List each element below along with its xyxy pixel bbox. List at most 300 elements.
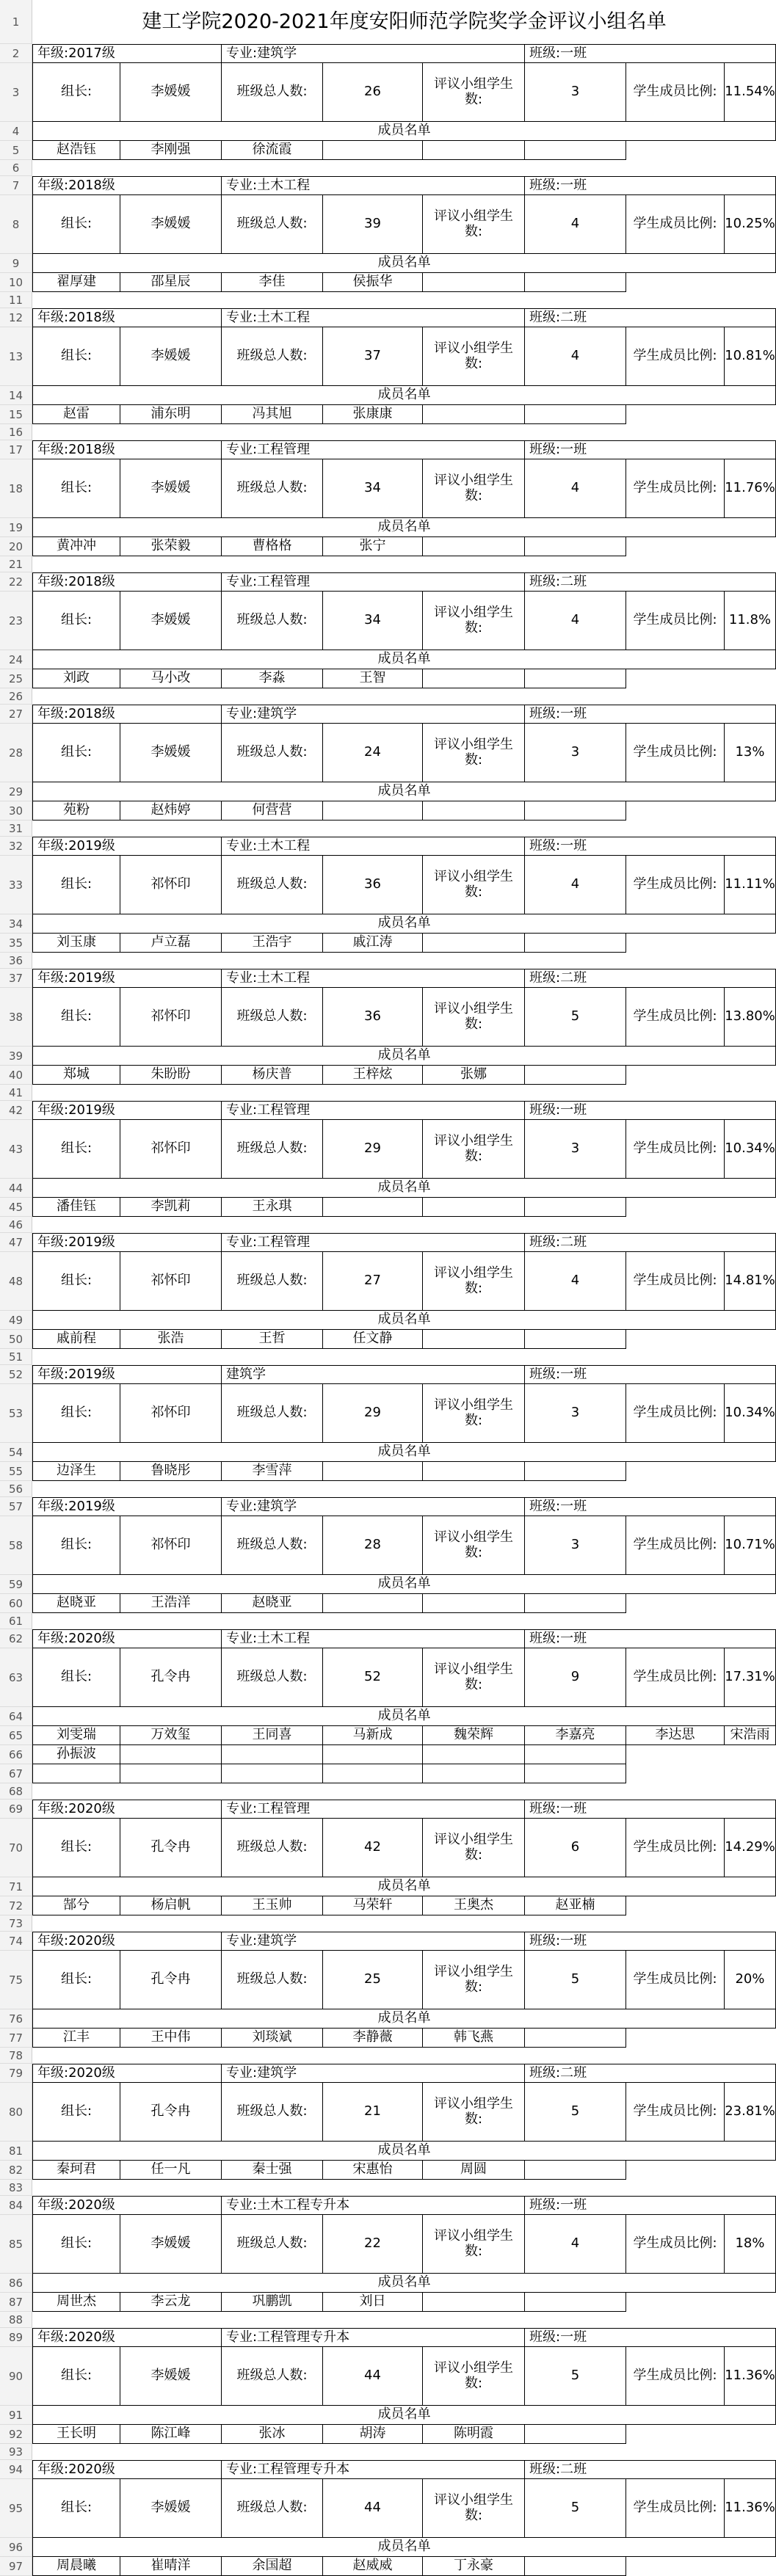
ratio-label: 学生成员比例:	[626, 2347, 725, 2406]
leader-name: 李媛媛	[120, 2479, 222, 2538]
blank-row	[0, 1783, 776, 1800]
members-label: 成员名单	[32, 1575, 776, 1594]
empty-cell	[423, 1745, 525, 1764]
row-number[interactable]: 24	[0, 650, 32, 669]
row-number[interactable]: 37	[0, 969, 32, 988]
row-number[interactable]: 88	[0, 2312, 32, 2328]
row-number[interactable]: 44	[0, 1179, 32, 1198]
row-number[interactable]: 91	[0, 2406, 32, 2425]
members-row	[0, 1462, 776, 1481]
class-total-label: 班级总人数:	[222, 2083, 323, 2142]
row-number[interactable]: 48	[0, 1252, 32, 1311]
row-number[interactable]: 66	[0, 1745, 32, 1764]
member-name: 翟厚建	[32, 273, 120, 292]
row-number[interactable]: 64	[0, 1707, 32, 1726]
member-name: 周圆	[423, 2161, 525, 2180]
members-label-row	[0, 1877, 776, 1896]
row-number[interactable]: 40	[0, 1066, 32, 1085]
committee-size-label: 评议小组学生数:	[423, 63, 525, 122]
members-row	[0, 1330, 776, 1349]
row-number[interactable]: 90	[0, 2347, 32, 2406]
leader-label: 组长:	[32, 1516, 120, 1575]
row-number[interactable]: 3	[0, 63, 32, 122]
blank-row	[0, 556, 776, 572]
ratio-value: 17.31%	[725, 1648, 776, 1707]
ratio-value: 23.81%	[725, 2083, 776, 2142]
row-number[interactable]: 89	[0, 2328, 32, 2347]
class-cell: 班级:一班	[525, 1365, 776, 1384]
members-label: 成员名单	[32, 2274, 776, 2293]
class-total-value: 36	[323, 988, 423, 1047]
members-label: 成员名单	[32, 386, 776, 405]
empty-cell	[525, 1198, 626, 1217]
member-name: 王梓炫	[323, 1066, 423, 1085]
row-number[interactable]: 82	[0, 2161, 32, 2180]
row-number[interactable]: 62	[0, 1629, 32, 1648]
ratio-value: 11.76%	[725, 459, 776, 518]
row-number[interactable]: 2	[0, 44, 32, 63]
group-detail-row	[0, 1252, 776, 1311]
ratio-label: 学生成员比例:	[626, 856, 725, 914]
ratio-label: 学生成员比例:	[626, 459, 725, 518]
row-number[interactable]: 74	[0, 1932, 32, 1951]
member-name: 李凯莉	[120, 1198, 222, 1217]
row-number[interactable]: 81	[0, 2142, 32, 2161]
row-number[interactable]: 87	[0, 2293, 32, 2312]
group-detail-row	[0, 2347, 776, 2406]
row-number[interactable]: 23	[0, 592, 32, 650]
row-number[interactable]: 92	[0, 2425, 32, 2444]
row-number[interactable]: 12	[0, 308, 32, 327]
members-row	[0, 2557, 776, 2576]
row-number[interactable]: 7	[0, 176, 32, 195]
committee-size-value: 4	[525, 856, 626, 914]
class-cell: 班级:一班	[525, 1800, 776, 1819]
row-number[interactable]: 32	[0, 837, 32, 856]
blank-row	[0, 688, 776, 705]
row-number[interactable]: 47	[0, 1233, 32, 1252]
row-number[interactable]: 39	[0, 1047, 32, 1066]
row-number[interactable]: 58	[0, 1516, 32, 1575]
row-number[interactable]: 67	[0, 1764, 32, 1783]
empty-cell	[423, 934, 525, 953]
row-number[interactable]: 50	[0, 1330, 32, 1349]
row-number[interactable]: 86	[0, 2274, 32, 2293]
member-name: 任文静	[323, 1330, 423, 1349]
row-number[interactable]: 96	[0, 2538, 32, 2557]
empty-cell	[525, 801, 626, 821]
row-number[interactable]: 25	[0, 669, 32, 688]
member-name: 李佳	[222, 273, 323, 292]
member-name: 马荣轩	[323, 1896, 423, 1915]
members-label: 成员名单	[32, 1179, 776, 1198]
member-name: 刘琰斌	[222, 2029, 323, 2048]
row-number[interactable]: 75	[0, 1951, 32, 2009]
grade-cell: 年级:2020级	[32, 2328, 222, 2347]
leader-name: 李媛媛	[120, 2347, 222, 2406]
member-name: 刘雯瑞	[32, 1726, 120, 1745]
member-name: 秦珂君	[32, 2161, 120, 2180]
row-number[interactable]: 26	[0, 688, 32, 705]
group-header-row	[0, 1365, 776, 1384]
members-label-row	[0, 650, 776, 669]
members-label-row	[0, 254, 776, 273]
row-number[interactable]: 83	[0, 2180, 32, 2196]
class-total-value: 42	[323, 1819, 423, 1877]
members-row	[0, 669, 776, 688]
group-header-row	[0, 2328, 776, 2347]
grade-cell: 年级:2018级	[32, 440, 222, 459]
row-number[interactable]: 46	[0, 1217, 32, 1233]
row-number[interactable]: 1	[0, 0, 32, 44]
class-total-label: 班级总人数:	[222, 2479, 323, 2538]
group-detail-row	[0, 327, 776, 386]
leader-name: 孔令冉	[120, 2083, 222, 2142]
class-total-label: 班级总人数:	[222, 856, 323, 914]
ratio-label: 学生成员比例:	[626, 1384, 725, 1443]
members-label-row	[0, 914, 776, 934]
empty-cell	[525, 1066, 626, 1085]
row-number[interactable]: 22	[0, 572, 32, 592]
major-cell: 专业:土木工程	[222, 1629, 525, 1648]
members-label: 成员名单	[32, 1047, 776, 1066]
member-name: 李刚强	[120, 141, 222, 160]
committee-size-label: 评议小组学生数:	[423, 195, 525, 254]
member-name: 江丰	[32, 2029, 120, 2048]
row-number[interactable]: 80	[0, 2083, 32, 2142]
grade-cell: 年级:2019级	[32, 1101, 222, 1120]
row-number[interactable]: 53	[0, 1384, 32, 1443]
class-cell: 班级:一班	[525, 1629, 776, 1648]
leader-label: 组长:	[32, 2347, 120, 2406]
blank-row	[0, 292, 776, 308]
ratio-value: 10.34%	[725, 1384, 776, 1443]
leader-name: 孔令冉	[120, 1648, 222, 1707]
row-number[interactable]: 61	[0, 1613, 32, 1629]
row-number[interactable]: 56	[0, 1481, 32, 1497]
major-cell: 专业:土木工程	[222, 176, 525, 195]
row-number[interactable]: 34	[0, 914, 32, 934]
class-cell: 班级:一班	[525, 705, 776, 724]
members-label-row	[0, 518, 776, 537]
blank-row	[0, 821, 776, 837]
row-number[interactable]: 63	[0, 1648, 32, 1707]
leader-label: 组长:	[32, 2479, 120, 2538]
class-total-value: 29	[323, 1120, 423, 1179]
row-number[interactable]: 13	[0, 327, 32, 386]
blank-row	[0, 1915, 776, 1932]
members-label: 成员名单	[32, 1311, 776, 1330]
empty-cell	[525, 1745, 626, 1764]
class-total-value: 25	[323, 1951, 423, 2009]
member-name: 王长明	[32, 2425, 120, 2444]
class-total-label: 班级总人数:	[222, 1951, 323, 2009]
member-name: 李达思	[626, 1726, 725, 1745]
group-detail-row	[0, 2215, 776, 2274]
blank-row	[0, 2048, 776, 2064]
empty-cell	[525, 537, 626, 556]
members-row	[0, 273, 776, 292]
members-row	[0, 801, 776, 821]
group-header-row	[0, 1101, 776, 1120]
member-name: 浦东明	[120, 405, 222, 424]
row-number[interactable]: 10	[0, 273, 32, 292]
class-cell: 班级:一班	[525, 2196, 776, 2215]
empty-cell	[525, 405, 626, 424]
row-number[interactable]: 95	[0, 2479, 32, 2538]
member-name: 王浩宇	[222, 934, 323, 953]
ratio-value: 10.71%	[725, 1516, 776, 1575]
ratio-value: 11.54%	[725, 63, 776, 122]
blank-row	[0, 2312, 776, 2328]
member-name: 张荣毅	[120, 537, 222, 556]
leader-name: 祁怀印	[120, 1384, 222, 1443]
empty-cell	[525, 1330, 626, 1349]
group-header-row	[0, 1629, 776, 1648]
leader-label: 组长:	[32, 592, 120, 650]
row-number[interactable]: 28	[0, 724, 32, 782]
row-number[interactable]: 77	[0, 2029, 32, 2048]
row-number[interactable]: 94	[0, 2460, 32, 2479]
row-number[interactable]: 76	[0, 2009, 32, 2029]
class-total-label: 班级总人数:	[222, 1516, 323, 1575]
empty-cell	[323, 1745, 423, 1764]
leader-name: 李媛媛	[120, 459, 222, 518]
members-label: 成员名单	[32, 2142, 776, 2161]
class-total-label: 班级总人数:	[222, 459, 323, 518]
row-number[interactable]: 93	[0, 2444, 32, 2460]
row-number[interactable]: 42	[0, 1101, 32, 1120]
row-number[interactable]: 15	[0, 405, 32, 424]
ratio-label: 学生成员比例:	[626, 1516, 725, 1575]
row-number[interactable]: 4	[0, 122, 32, 141]
row-number[interactable]: 20	[0, 537, 32, 556]
empty-cell	[525, 934, 626, 953]
row-number[interactable]: 70	[0, 1819, 32, 1877]
group-detail-row	[0, 459, 776, 518]
row-number[interactable]: 9	[0, 254, 32, 273]
row-number[interactable]: 78	[0, 2048, 32, 2064]
row-number[interactable]: 21	[0, 556, 32, 572]
group-detail-row	[0, 1384, 776, 1443]
class-cell: 班级:一班	[525, 176, 776, 195]
leader-label: 组长:	[32, 459, 120, 518]
member-name: 苑粉	[32, 801, 120, 821]
row-number[interactable]: 14	[0, 386, 32, 405]
row-number[interactable]: 16	[0, 424, 32, 440]
member-name: 杨启帆	[120, 1896, 222, 1915]
row-number[interactable]: 54	[0, 1443, 32, 1462]
committee-size-label: 评议小组学生数:	[423, 2479, 525, 2538]
member-name: 李雪萍	[222, 1462, 323, 1481]
grade-cell: 年级:2020级	[32, 1932, 222, 1951]
class-total-label: 班级总人数:	[222, 2347, 323, 2406]
row-number[interactable]: 45	[0, 1198, 32, 1217]
empty-cell	[423, 1764, 525, 1783]
row-number[interactable]: 38	[0, 988, 32, 1047]
empty-cell	[323, 801, 423, 821]
row-number[interactable]: 35	[0, 934, 32, 953]
empty-cell	[222, 1745, 323, 1764]
committee-size-label: 评议小组学生数:	[423, 1252, 525, 1311]
members-row	[0, 934, 776, 953]
blank-row	[0, 1085, 776, 1101]
member-name: 戚前程	[32, 1330, 120, 1349]
group-header-row	[0, 440, 776, 459]
row-number[interactable]: 17	[0, 440, 32, 459]
committee-size-label: 评议小组学生数:	[423, 1648, 525, 1707]
ratio-label: 学生成员比例:	[626, 988, 725, 1047]
member-name: 魏荣辉	[423, 1726, 525, 1745]
class-total-value: 24	[323, 724, 423, 782]
leader-label: 组长:	[32, 988, 120, 1047]
member-name: 王中伟	[120, 2029, 222, 2048]
row-number[interactable]: 84	[0, 2196, 32, 2215]
class-cell: 班级:二班	[525, 969, 776, 988]
member-name: 宋惠怡	[323, 2161, 423, 2180]
member-name: 孙振波	[32, 1745, 120, 1764]
class-total-label: 班级总人数:	[222, 724, 323, 782]
row-number[interactable]: 68	[0, 1783, 32, 1800]
members-label-row	[0, 2142, 776, 2161]
member-name: 李嘉亮	[525, 1726, 626, 1745]
row-number[interactable]: 43	[0, 1120, 32, 1179]
group-detail-row	[0, 63, 776, 122]
row-number[interactable]: 73	[0, 1915, 32, 1932]
leader-label: 组长:	[32, 63, 120, 122]
member-name: 邵星辰	[120, 273, 222, 292]
class-cell: 班级:一班	[525, 440, 776, 459]
group-header-row	[0, 1497, 776, 1516]
row-number[interactable]: 18	[0, 459, 32, 518]
members-label-row	[0, 2538, 776, 2557]
member-name: 鲁晓彤	[120, 1462, 222, 1481]
major-cell: 专业:工程管理	[222, 1101, 525, 1120]
empty-cell	[323, 1198, 423, 1217]
committee-size-label: 评议小组学生数:	[423, 1516, 525, 1575]
member-name: 胡涛	[323, 2425, 423, 2444]
row-number[interactable]: 33	[0, 856, 32, 914]
ratio-label: 学生成员比例:	[626, 2479, 725, 2538]
empty-cell	[323, 1594, 423, 1613]
member-name: 赵雷	[32, 405, 120, 424]
ratio-value: 18%	[725, 2215, 776, 2274]
member-name: 边泽生	[32, 1462, 120, 1481]
class-total-value: 21	[323, 2083, 423, 2142]
row-number[interactable]: 65	[0, 1726, 32, 1745]
committee-size-value: 5	[525, 2479, 626, 2538]
row-number[interactable]: 51	[0, 1349, 32, 1365]
members-row	[0, 2293, 776, 2312]
row-number[interactable]: 79	[0, 2064, 32, 2083]
member-name: 赵晓亚	[32, 1594, 120, 1613]
member-name: 赵浩钰	[32, 141, 120, 160]
member-name: 巩鹏凯	[222, 2293, 323, 2312]
row-number[interactable]: 52	[0, 1365, 32, 1384]
row-number[interactable]: 41	[0, 1085, 32, 1101]
row-number[interactable]: 59	[0, 1575, 32, 1594]
member-name: 冯其旭	[222, 405, 323, 424]
class-total-label: 班级总人数:	[222, 1384, 323, 1443]
row-number[interactable]: 69	[0, 1800, 32, 1819]
row-number[interactable]: 36	[0, 953, 32, 969]
row-number[interactable]: 31	[0, 821, 32, 837]
row-number[interactable]: 29	[0, 782, 32, 801]
empty-cell	[120, 1745, 222, 1764]
member-name: 赵晓亚	[222, 1594, 323, 1613]
empty-cell	[323, 1764, 423, 1783]
members-label-row	[0, 1443, 776, 1462]
leader-label: 组长:	[32, 327, 120, 386]
leader-label: 组长:	[32, 1648, 120, 1707]
member-name: 潘佳钰	[32, 1198, 120, 1217]
members-label-row	[0, 386, 776, 405]
member-name: 李静薇	[323, 2029, 423, 2048]
member-name: 赵亚楠	[525, 1896, 626, 1915]
group-header-row	[0, 1932, 776, 1951]
empty-cell	[423, 1330, 525, 1349]
group-detail-row	[0, 1120, 776, 1179]
row-number[interactable]: 60	[0, 1594, 32, 1613]
member-name: 朱盼盼	[120, 1066, 222, 1085]
row-number[interactable]: 97	[0, 2557, 32, 2576]
class-cell: 班级:二班	[525, 1233, 776, 1252]
members-row	[0, 405, 776, 424]
row-number[interactable]: 57	[0, 1497, 32, 1516]
member-name: 陈明霞	[423, 2425, 525, 2444]
row-number[interactable]: 71	[0, 1877, 32, 1896]
members-label: 成员名单	[32, 122, 776, 141]
committee-size-value: 5	[525, 988, 626, 1047]
class-total-label: 班级总人数:	[222, 327, 323, 386]
grade-cell: 年级:2019级	[32, 969, 222, 988]
row-number[interactable]: 27	[0, 705, 32, 724]
member-name: 李淼	[222, 669, 323, 688]
major-cell: 专业:工程管理	[222, 440, 525, 459]
major-cell: 专业:工程管理专升本	[222, 2328, 525, 2347]
row-number[interactable]: 49	[0, 1311, 32, 1330]
leader-label: 组长:	[32, 2083, 120, 2142]
leader-name: 祁怀印	[120, 856, 222, 914]
empty-cell	[525, 2557, 626, 2576]
row-number[interactable]: 30	[0, 801, 32, 821]
row-number[interactable]: 85	[0, 2215, 32, 2274]
row-number[interactable]: 8	[0, 195, 32, 254]
row-number[interactable]: 55	[0, 1462, 32, 1481]
members-label: 成员名单	[32, 914, 776, 934]
member-name: 郜兮	[32, 1896, 120, 1915]
leader-label: 组长:	[32, 1951, 120, 2009]
class-total-value: 52	[323, 1648, 423, 1707]
member-name: 秦士强	[222, 2161, 323, 2180]
row-number[interactable]: 6	[0, 160, 32, 176]
blank-row	[0, 953, 776, 969]
row-number[interactable]: 72	[0, 1896, 32, 1915]
leader-name: 李媛媛	[120, 327, 222, 386]
row-number[interactable]: 19	[0, 518, 32, 537]
empty-cell	[525, 141, 626, 160]
empty-cell	[423, 273, 525, 292]
row-number[interactable]: 11	[0, 292, 32, 308]
grade-cell: 年级:2019级	[32, 1365, 222, 1384]
row-number[interactable]: 5	[0, 141, 32, 160]
committee-size-value: 4	[525, 2215, 626, 2274]
major-cell: 专业:工程管理	[222, 1233, 525, 1252]
committee-size-value: 4	[525, 592, 626, 650]
major-cell: 专业:土木工程	[222, 969, 525, 988]
group-detail-row	[0, 988, 776, 1047]
members-label-row	[0, 1179, 776, 1198]
